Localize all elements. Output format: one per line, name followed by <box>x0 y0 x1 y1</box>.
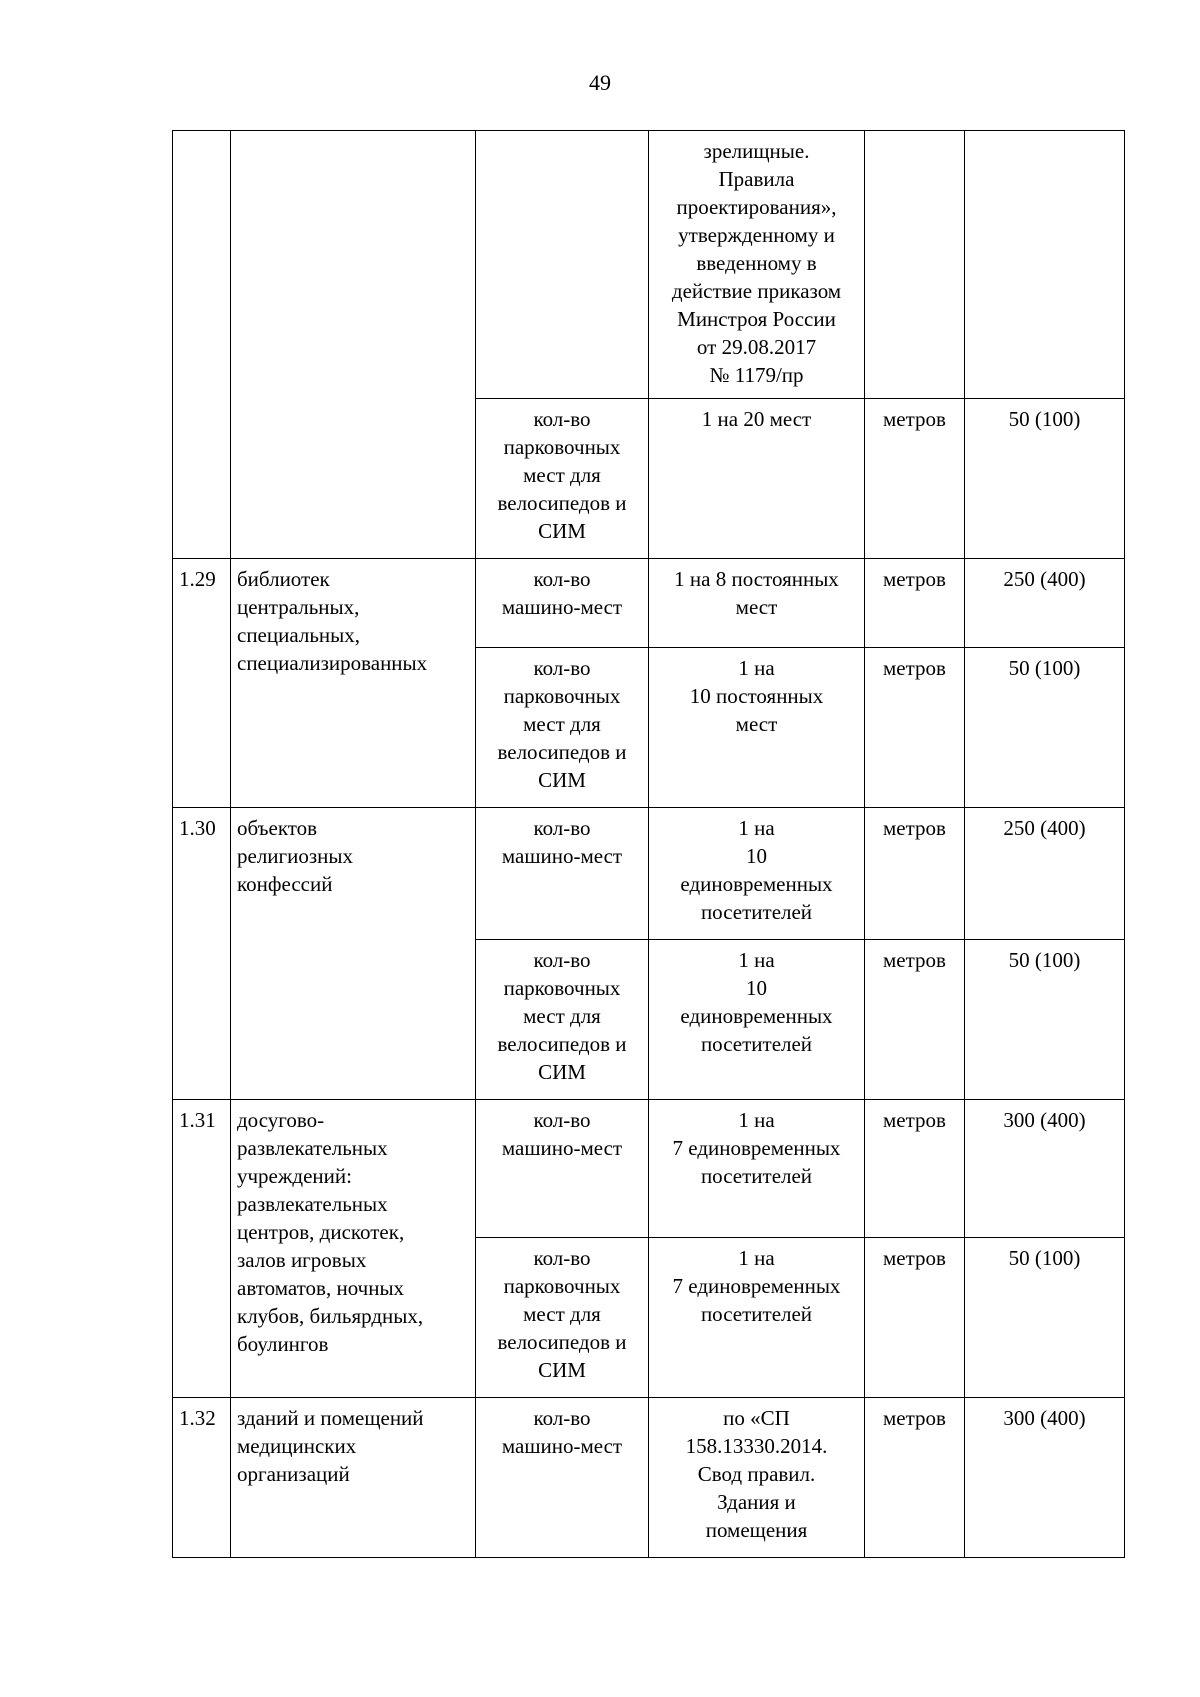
row-number-cell: 1.30 <box>173 808 231 1100</box>
indicator-cell: кол-во машино-мест <box>476 1398 649 1558</box>
indicator-cell: кол-во машино-мест <box>476 808 649 940</box>
unit-cell: метров <box>865 940 965 1100</box>
indicator-cell: кол-во парковочных мест для велосипедов и СИМ <box>476 1238 649 1398</box>
norm-cell: 1 на 7 единовременных посетителей <box>649 1100 865 1238</box>
norm-cell: зрелищные. Правила проектирования», утвержденному и введенному в действие приказом Минстроя России от 29.08.2017 № 1179/пр <box>649 131 865 399</box>
distance-cell: 250 (400) <box>965 808 1125 940</box>
indicator-cell: кол-во парковочных мест для велосипедов и СИМ <box>476 940 649 1100</box>
object-cell <box>231 131 476 559</box>
distance-cell <box>965 131 1125 399</box>
distance-cell: 250 (400) <box>965 559 1125 648</box>
unit-cell: метров <box>865 648 965 808</box>
page-number: 49 <box>589 70 611 95</box>
indicator-cell: кол-во парковочных мест для велосипедов и СИМ <box>476 399 649 559</box>
indicator-cell: кол-во машино-мест <box>476 559 649 648</box>
table-row <box>173 559 1125 648</box>
unit-cell: метров <box>865 1398 965 1558</box>
norm-cell: 1 на 10 единовременных посетителей <box>649 940 865 1100</box>
unit-cell <box>865 131 965 399</box>
norm-cell: 1 на 20 мест <box>649 399 865 559</box>
row-number-cell: 1.29 <box>173 559 231 808</box>
distance-cell: 300 (400) <box>965 1398 1125 1558</box>
distance-cell: 50 (100) <box>965 648 1125 808</box>
norm-cell: 1 на 10 единовременных посетителей <box>649 808 865 940</box>
unit-cell: метров <box>865 1238 965 1398</box>
norm-cell: 1 на 7 единовременных посетителей <box>649 1238 865 1398</box>
parking-norms-table <box>172 130 1125 1558</box>
indicator-cell <box>476 131 649 399</box>
unit-cell: метров <box>865 1100 965 1238</box>
distance-cell: 300 (400) <box>965 1100 1125 1238</box>
norm-cell: 1 на 10 постоянных мест <box>649 648 865 808</box>
table-row <box>173 1100 1125 1238</box>
norm-cell: 1 на 8 постоянных мест <box>649 559 865 648</box>
distance-cell: 50 (100) <box>965 940 1125 1100</box>
row-number-cell: 1.32 <box>173 1398 231 1558</box>
table-row <box>173 131 1125 399</box>
distance-cell: 50 (100) <box>965 1238 1125 1398</box>
object-cell: библиотек центральных, специальных, специализированных <box>231 559 476 808</box>
distance-cell: 50 (100) <box>965 399 1125 559</box>
object-cell: зданий и помещений медицинских организаций <box>231 1398 476 1558</box>
unit-cell: метров <box>865 559 965 648</box>
unit-cell: метров <box>865 808 965 940</box>
object-cell: досугово- развлекательных учреждений: развлекательных центров, дискотек, залов игровых автоматов, ночных клубов, бильярдных, боулингов <box>231 1100 476 1398</box>
indicator-cell: кол-во машино-мест <box>476 1100 649 1238</box>
norm-cell: по «СП 158.13330.2014. Свод правил. Здания и помещения <box>649 1398 865 1558</box>
row-number-cell: 1.31 <box>173 1100 231 1398</box>
unit-cell: метров <box>865 399 965 559</box>
row-number-cell <box>173 131 231 559</box>
indicator-cell: кол-во парковочных мест для велосипедов и СИМ <box>476 648 649 808</box>
table-row <box>173 1398 1125 1558</box>
object-cell: объектов религиозных конфессий <box>231 808 476 1100</box>
table-row <box>173 808 1125 940</box>
